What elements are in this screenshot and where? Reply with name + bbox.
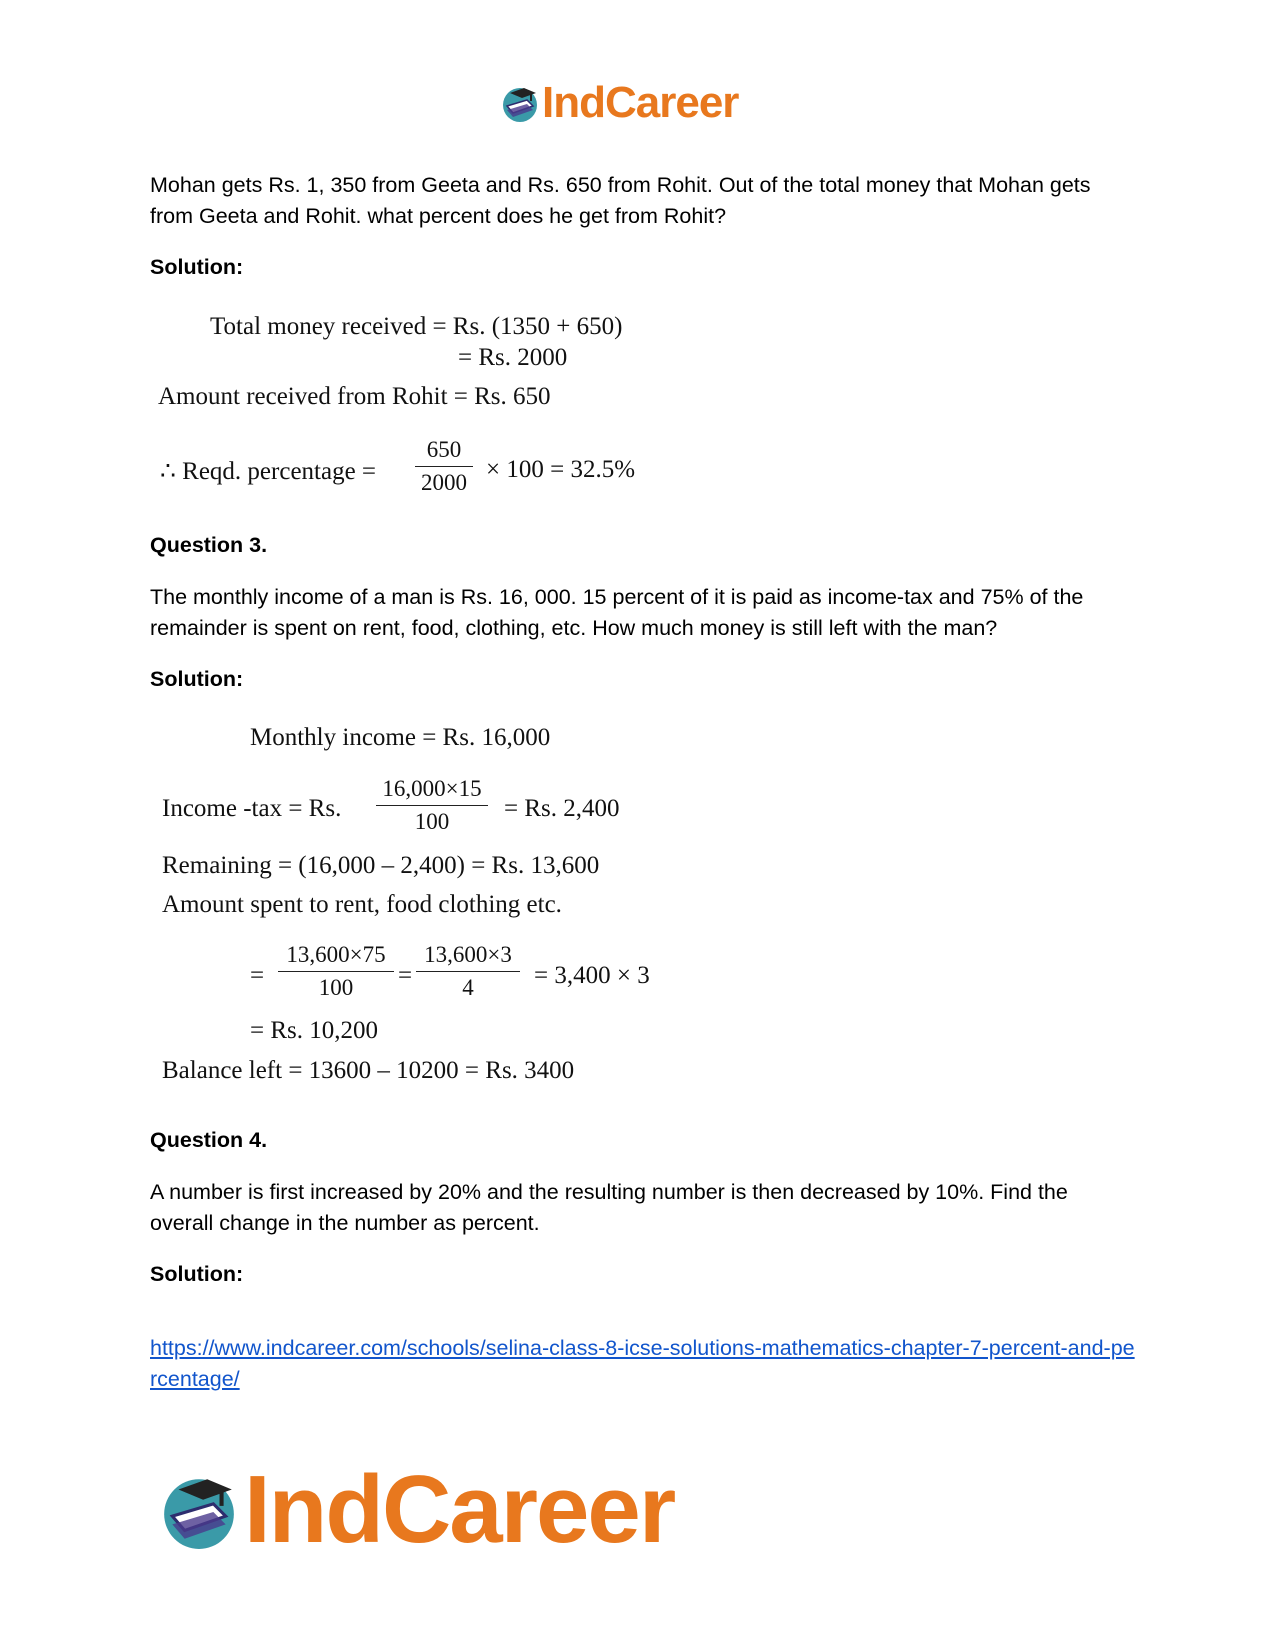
solution-label: Solution: xyxy=(150,1262,244,1286)
question-text: Mohan gets Rs. 1, 350 from Geeta and Rs. 650 from Rohit. Out of the total money that Mohan gets from Geeta and Rohit. what percent does he get from Rohit? xyxy=(150,173,1091,228)
math-line: = Rs. 2000 xyxy=(458,344,568,371)
math-line: Total money received = Rs. (1350 + 650) xyxy=(210,313,623,340)
math-line: = xyxy=(250,962,265,989)
denominator: 2000 xyxy=(421,470,467,495)
source-link[interactable]: https://www.indcareer.com/schools/selina-class-8-icse-solutions-mathematics-chapter-7-percent-and-percentage/ xyxy=(150,1336,1135,1391)
denominator: 4 xyxy=(462,975,474,1000)
fraction xyxy=(415,437,473,496)
numerator: 13,600×75 xyxy=(278,942,394,972)
brand-name: IndCareer xyxy=(542,78,739,127)
graduation-book-icon xyxy=(158,1469,240,1551)
solution-label: Solution: xyxy=(150,255,244,279)
math-line: ∴ Reqd. percentage = xyxy=(160,458,377,485)
numerator: 13,600×3 xyxy=(416,942,520,972)
math-line: Balance left = 13600 – 10200 = Rs. 3400 xyxy=(162,1057,575,1084)
math-line: Amount spent to rent, food clothing etc. xyxy=(162,891,562,918)
math-line: Monthly income = Rs. 16,000 xyxy=(250,724,551,751)
question-heading: Question 3. xyxy=(150,533,268,557)
fraction xyxy=(278,942,394,1001)
math-line: Remaining = (16,000 – 2,400) = Rs. 13,600 xyxy=(162,852,600,879)
footer-logo xyxy=(158,1455,674,1565)
denominator: 100 xyxy=(414,809,450,834)
numerator: 16,000×15 xyxy=(376,776,488,806)
solution-label: Solution: xyxy=(150,667,244,691)
fraction xyxy=(376,776,488,835)
math-line: = Rs. 2,400 xyxy=(504,795,620,822)
math-line: = Rs. 10,200 xyxy=(250,1017,379,1044)
graduation-book-icon xyxy=(500,83,540,123)
question-text: The monthly income of a man is Rs. 16, 000. 15 percent of it is paid as income-tax and 75% of the remainder is spent on rent, food, clothing, etc. How much money is still left with the man? xyxy=(150,585,1084,640)
fraction xyxy=(416,942,520,1001)
math-line: Income -tax = Rs. xyxy=(162,795,342,822)
question-text: A number is first increased by 20% and the resulting number is then decreased by 10%. Find the overall change in the number as percent. xyxy=(150,1180,1068,1235)
header-logo xyxy=(500,78,738,128)
math-line: Amount received from Rohit = Rs. 650 xyxy=(158,383,551,410)
math-line: = 3,400 × 3 xyxy=(534,962,650,989)
denominator: 100 xyxy=(318,975,354,1000)
numerator: 650 xyxy=(415,437,473,467)
question-heading: Question 4. xyxy=(150,1128,268,1152)
math-line: × 100 = 32.5% xyxy=(486,456,636,483)
brand-name: IndCareer xyxy=(244,1456,675,1563)
math-line: = xyxy=(398,962,413,989)
